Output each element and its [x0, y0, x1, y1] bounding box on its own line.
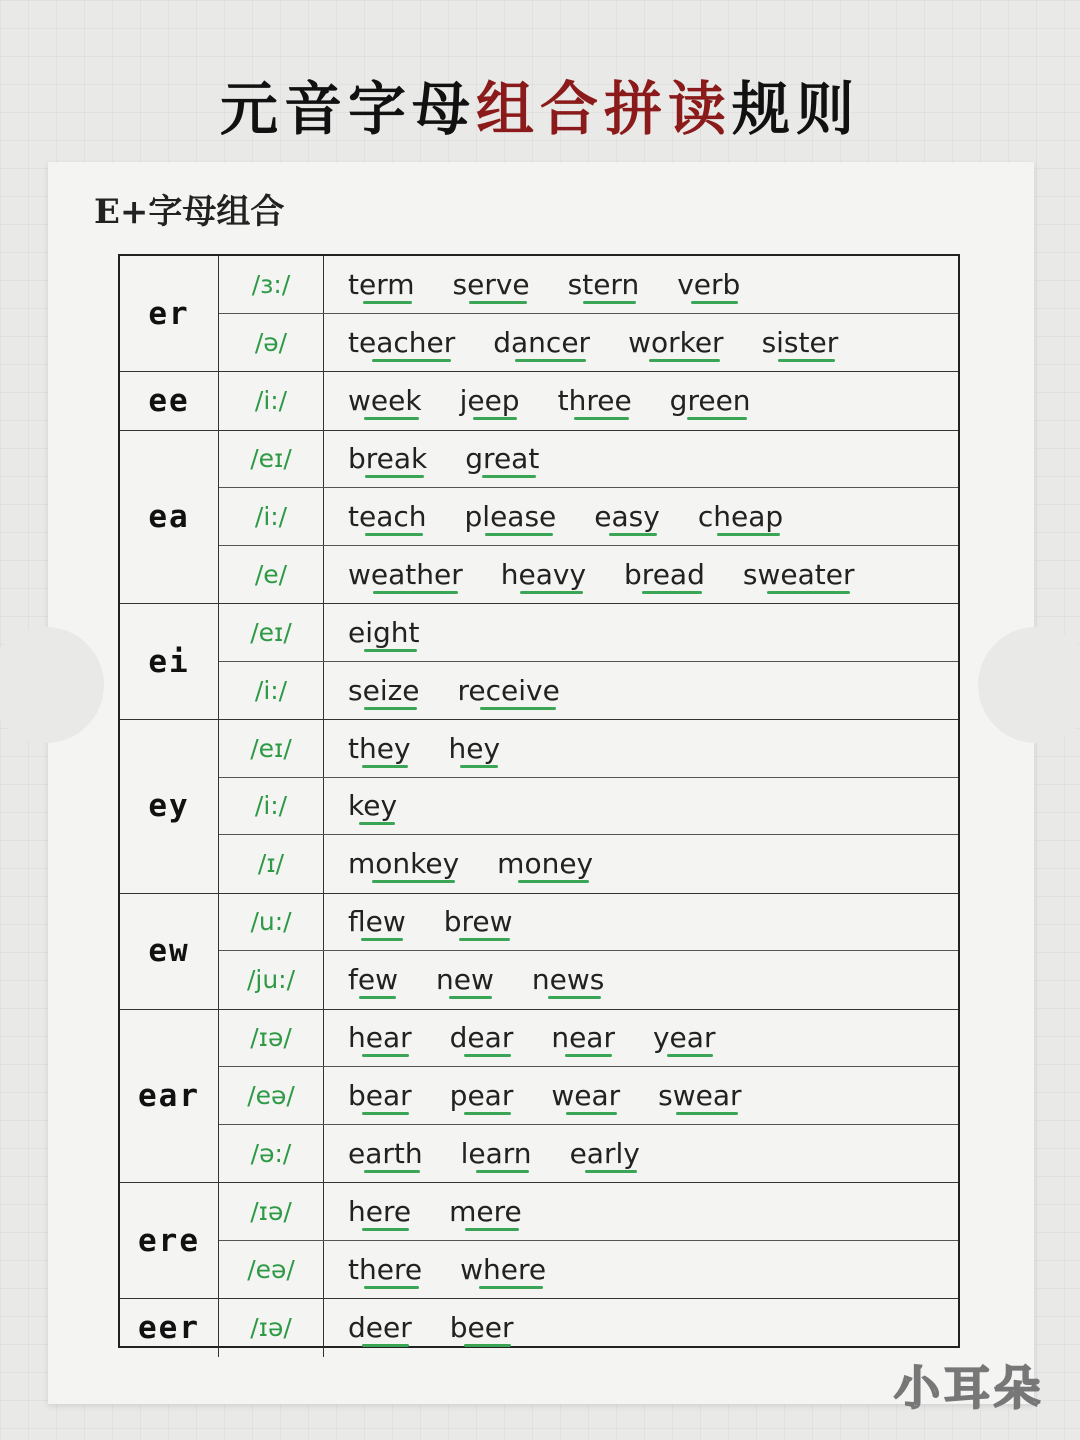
- pronunciation-row: [219, 604, 958, 662]
- example-word: seize: [348, 673, 420, 707]
- example-word: serve: [452, 267, 530, 301]
- example-word: they: [348, 731, 411, 765]
- pronunciation-row: [219, 256, 958, 314]
- example-word: here: [348, 1194, 412, 1228]
- example-word: earth: [348, 1136, 423, 1170]
- example-word: learn: [460, 1136, 532, 1170]
- example-word: money: [497, 847, 594, 881]
- example-word: dancer: [493, 325, 591, 359]
- example-word: hear: [348, 1021, 412, 1055]
- example-word: wear: [551, 1078, 621, 1112]
- example-word: easy: [594, 499, 660, 533]
- pronunciation-row: [219, 1010, 958, 1068]
- example-word: cheap: [697, 499, 784, 533]
- letter-combination: ei: [120, 604, 219, 719]
- phonetic-symbol: /ɜ:/: [219, 256, 324, 313]
- letter-combination: ee: [120, 372, 219, 430]
- example-word: early: [569, 1136, 640, 1170]
- pronunciation-rows: [219, 894, 958, 1009]
- pronunciation-row: [219, 488, 958, 546]
- pronunciation-row: [219, 951, 958, 1009]
- rule-group-ew: [120, 894, 958, 1010]
- example-words: [324, 488, 958, 545]
- example-word: monkey: [348, 847, 460, 881]
- rule-group-er: [120, 256, 958, 372]
- example-words: [324, 662, 958, 720]
- example-word: sweater: [742, 557, 855, 591]
- example-words: [324, 1183, 958, 1240]
- example-word: great: [465, 442, 540, 476]
- pronunciation-rows: [219, 1010, 958, 1183]
- phonetic-symbol: /eɪ/: [219, 604, 324, 661]
- pronunciation-rows: [219, 1183, 958, 1298]
- example-word: year: [652, 1021, 716, 1055]
- example-words: [324, 894, 958, 951]
- pronunciation-rows: [219, 720, 958, 893]
- example-word: stern: [567, 267, 640, 301]
- example-word: week: [348, 384, 422, 418]
- example-word: jeep: [459, 384, 520, 418]
- pronunciation-rows: [219, 372, 958, 430]
- title-part-2: 组合拼读: [475, 75, 732, 143]
- phonetic-symbol: /eə/: [219, 1067, 324, 1124]
- pronunciation-row: [219, 1183, 958, 1241]
- example-words: [324, 546, 958, 604]
- phonetic-symbol: /i:/: [219, 778, 324, 835]
- phonetic-symbol: /i:/: [219, 662, 324, 720]
- example-word: few: [348, 963, 398, 997]
- title-part-3: 规则: [732, 75, 861, 143]
- phonetic-symbol: /eɪ/: [219, 431, 324, 488]
- letter-combination: ew: [120, 894, 219, 1009]
- example-word: teacher: [348, 325, 456, 359]
- example-word: pear: [449, 1078, 514, 1112]
- rule-group-ee: [120, 372, 958, 431]
- example-word: receive: [457, 673, 560, 707]
- example-words: [324, 431, 958, 488]
- example-word: weather: [348, 557, 463, 591]
- rule-group-ere: [120, 1183, 958, 1299]
- card-notch-right: [978, 627, 1080, 743]
- rule-group-ey: [120, 720, 958, 894]
- example-word: sister: [761, 325, 839, 359]
- example-words: [324, 1241, 958, 1299]
- example-words: [324, 951, 958, 1009]
- phonetic-symbol: /ə/: [219, 314, 324, 372]
- example-word: there: [348, 1252, 423, 1286]
- example-words: [324, 314, 958, 372]
- pronunciation-row: [219, 720, 958, 778]
- example-word: heavy: [500, 557, 587, 591]
- letter-combination: ere: [120, 1183, 219, 1298]
- pronunciation-row: [219, 372, 958, 430]
- example-word: key: [348, 789, 398, 823]
- pronunciation-row: [219, 1125, 958, 1183]
- example-word: near: [551, 1021, 615, 1055]
- example-word: green: [669, 384, 751, 418]
- pronunciation-rows: [219, 256, 958, 371]
- phonetic-symbol: /u:/: [219, 894, 324, 951]
- phonetic-symbol: /i:/: [219, 488, 324, 545]
- example-words: [324, 604, 958, 661]
- example-word: news: [531, 963, 605, 997]
- example-word: hey: [448, 731, 501, 765]
- page-title: [0, 62, 1080, 146]
- example-words: [324, 1125, 958, 1183]
- pronunciation-row: [219, 314, 958, 372]
- letter-combination: ey: [120, 720, 219, 893]
- rule-group-ea: [120, 431, 958, 605]
- example-word: eight: [348, 615, 420, 649]
- pronunciation-row: [219, 1067, 958, 1125]
- pronunciation-rows: [219, 1299, 958, 1357]
- example-word: verb: [677, 267, 741, 301]
- card-notch-left: [0, 627, 104, 743]
- pronunciation-row: [219, 1241, 958, 1299]
- example-word: brew: [443, 905, 513, 939]
- pronunciation-row: [219, 431, 958, 489]
- letter-combination: ear: [120, 1010, 219, 1183]
- example-word: flew: [348, 905, 406, 939]
- example-word: three: [557, 384, 632, 418]
- phonetic-symbol: /ɪə/: [219, 1010, 324, 1067]
- example-word: break: [348, 442, 428, 476]
- rules-card: [48, 162, 1034, 1404]
- pronunciation-rows: [219, 604, 958, 719]
- phonetic-symbol: /ɪ/: [219, 835, 324, 893]
- example-words: [324, 835, 958, 893]
- example-word: bread: [624, 557, 705, 591]
- pronunciation-row: [219, 662, 958, 720]
- example-words: [324, 1067, 958, 1124]
- example-word: mere: [449, 1194, 522, 1228]
- example-word: teach: [348, 499, 427, 533]
- rule-group-ear: [120, 1010, 958, 1184]
- pronunciation-rows: [219, 431, 958, 604]
- phonetic-symbol: /e/: [219, 546, 324, 604]
- rule-group-eer: [120, 1299, 958, 1357]
- example-words: [324, 372, 958, 430]
- example-word: term: [348, 267, 415, 301]
- title-part-1: 元音字母: [219, 75, 476, 143]
- letter-combination: eer: [120, 1299, 219, 1357]
- example-words: [324, 720, 958, 777]
- phonetic-symbol: /i:/: [219, 372, 324, 430]
- pronunciation-row: [219, 546, 958, 604]
- example-word: dear: [449, 1021, 514, 1055]
- watermark-logo: 小耳朵: [894, 1361, 1044, 1415]
- rules-table: [118, 254, 960, 1348]
- example-word: bear: [348, 1078, 412, 1112]
- phonetic-symbol: /ɪə/: [219, 1183, 324, 1240]
- example-word: beer: [449, 1311, 514, 1345]
- pronunciation-row: [219, 778, 958, 836]
- example-words: [324, 256, 958, 313]
- section-heading: E+字母组合: [88, 184, 290, 232]
- pronunciation-row: [219, 1299, 958, 1357]
- example-words: [324, 1010, 958, 1067]
- pronunciation-row: [219, 894, 958, 952]
- phonetic-symbol: /eɪ/: [219, 720, 324, 777]
- example-words: [324, 1299, 958, 1357]
- letter-combination: ea: [120, 431, 219, 604]
- phonetic-symbol: /ju:/: [219, 951, 324, 1009]
- phonetic-symbol: /ə:/: [219, 1125, 324, 1183]
- phonetic-symbol: /ɪə/: [219, 1299, 324, 1357]
- example-word: where: [460, 1252, 547, 1286]
- rule-group-ei: [120, 604, 958, 720]
- example-word: deer: [348, 1311, 412, 1345]
- example-word: worker: [628, 325, 724, 359]
- example-word: please: [464, 499, 557, 533]
- phonetic-symbol: /eə/: [219, 1241, 324, 1299]
- example-words: [324, 778, 958, 835]
- pronunciation-row: [219, 835, 958, 893]
- letter-combination: er: [120, 256, 219, 371]
- example-word: new: [435, 963, 494, 997]
- example-word: swear: [658, 1078, 742, 1112]
